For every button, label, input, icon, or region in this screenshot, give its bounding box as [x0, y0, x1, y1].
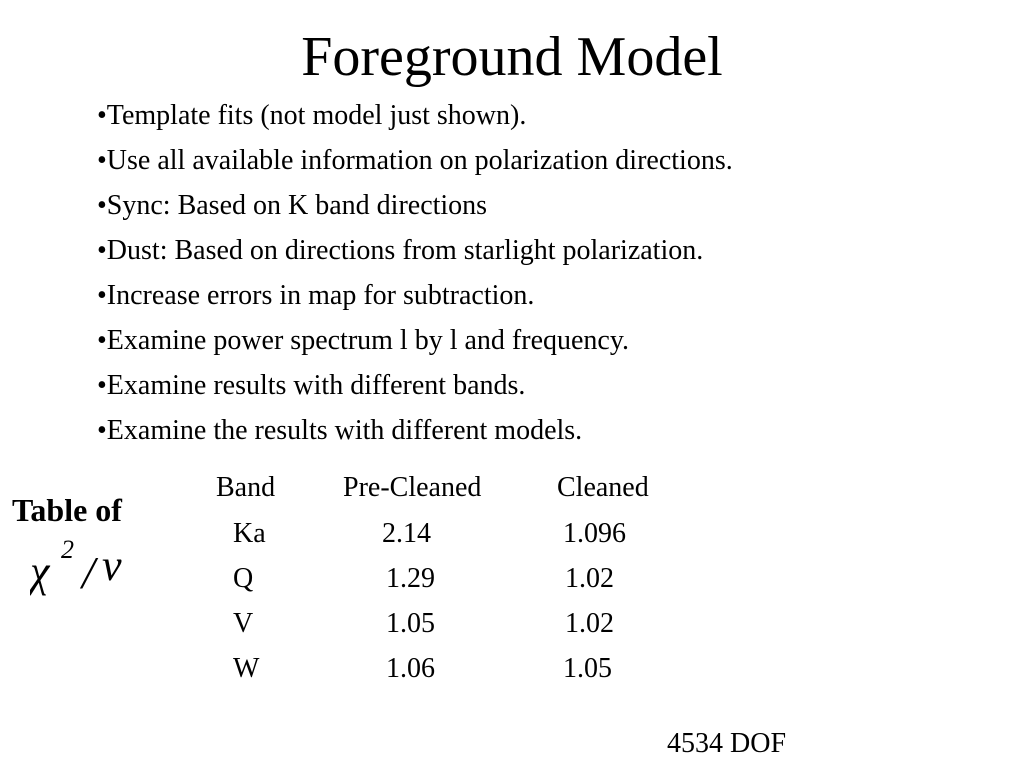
bullet-item: •Use all available information on polarization directions. — [97, 145, 733, 176]
formula-nu-symbol: ν — [102, 541, 122, 590]
table-cell-band: V — [233, 608, 254, 639]
table-cell-band: Ka — [233, 518, 266, 549]
table-header-cleaned: Cleaned — [557, 472, 649, 503]
bullet-item: •Examine power spectrum l by l and frequency. — [97, 325, 630, 356]
bullet-item: •Examine results with different bands. — [97, 370, 526, 401]
bullet-item: •Increase errors in map for subtraction. — [97, 280, 535, 311]
table-cell-pre-cleaned: 1.05 — [386, 608, 435, 639]
table-cell-cleaned: 1.02 — [565, 563, 614, 594]
formula-chi-symbol: χ — [30, 547, 50, 596]
table-cell-cleaned: 1.096 — [563, 518, 626, 549]
table-cell-band: W — [233, 653, 260, 684]
dof-note: 4534 DOF — [667, 728, 787, 759]
bullet-item: •Examine the results with different models. — [97, 415, 583, 446]
bullet-item: •Dust: Based on directions from starlight polarization. — [97, 235, 704, 266]
table-cell-cleaned: 1.05 — [563, 653, 612, 684]
formula-slash: / — [82, 547, 95, 596]
table-header-band: Band — [216, 472, 276, 503]
table-cell-cleaned: 1.02 — [565, 608, 614, 639]
table-header-pre-cleaned: Pre-Cleaned — [343, 472, 482, 503]
bullet-item: •Sync: Based on K band directions — [97, 190, 488, 221]
table-cell-pre-cleaned: 1.29 — [386, 563, 435, 594]
slide-title: Foreground Model — [301, 26, 723, 88]
table-cell-pre-cleaned: 2.14 — [382, 518, 431, 549]
table-label: Table of — [12, 492, 122, 528]
formula-superscript: 2 — [61, 535, 74, 564]
table-cell-band: Q — [233, 563, 254, 594]
bullet-item: •Template fits (not model just shown). — [97, 100, 527, 131]
table-cell-pre-cleaned: 1.06 — [386, 653, 435, 684]
